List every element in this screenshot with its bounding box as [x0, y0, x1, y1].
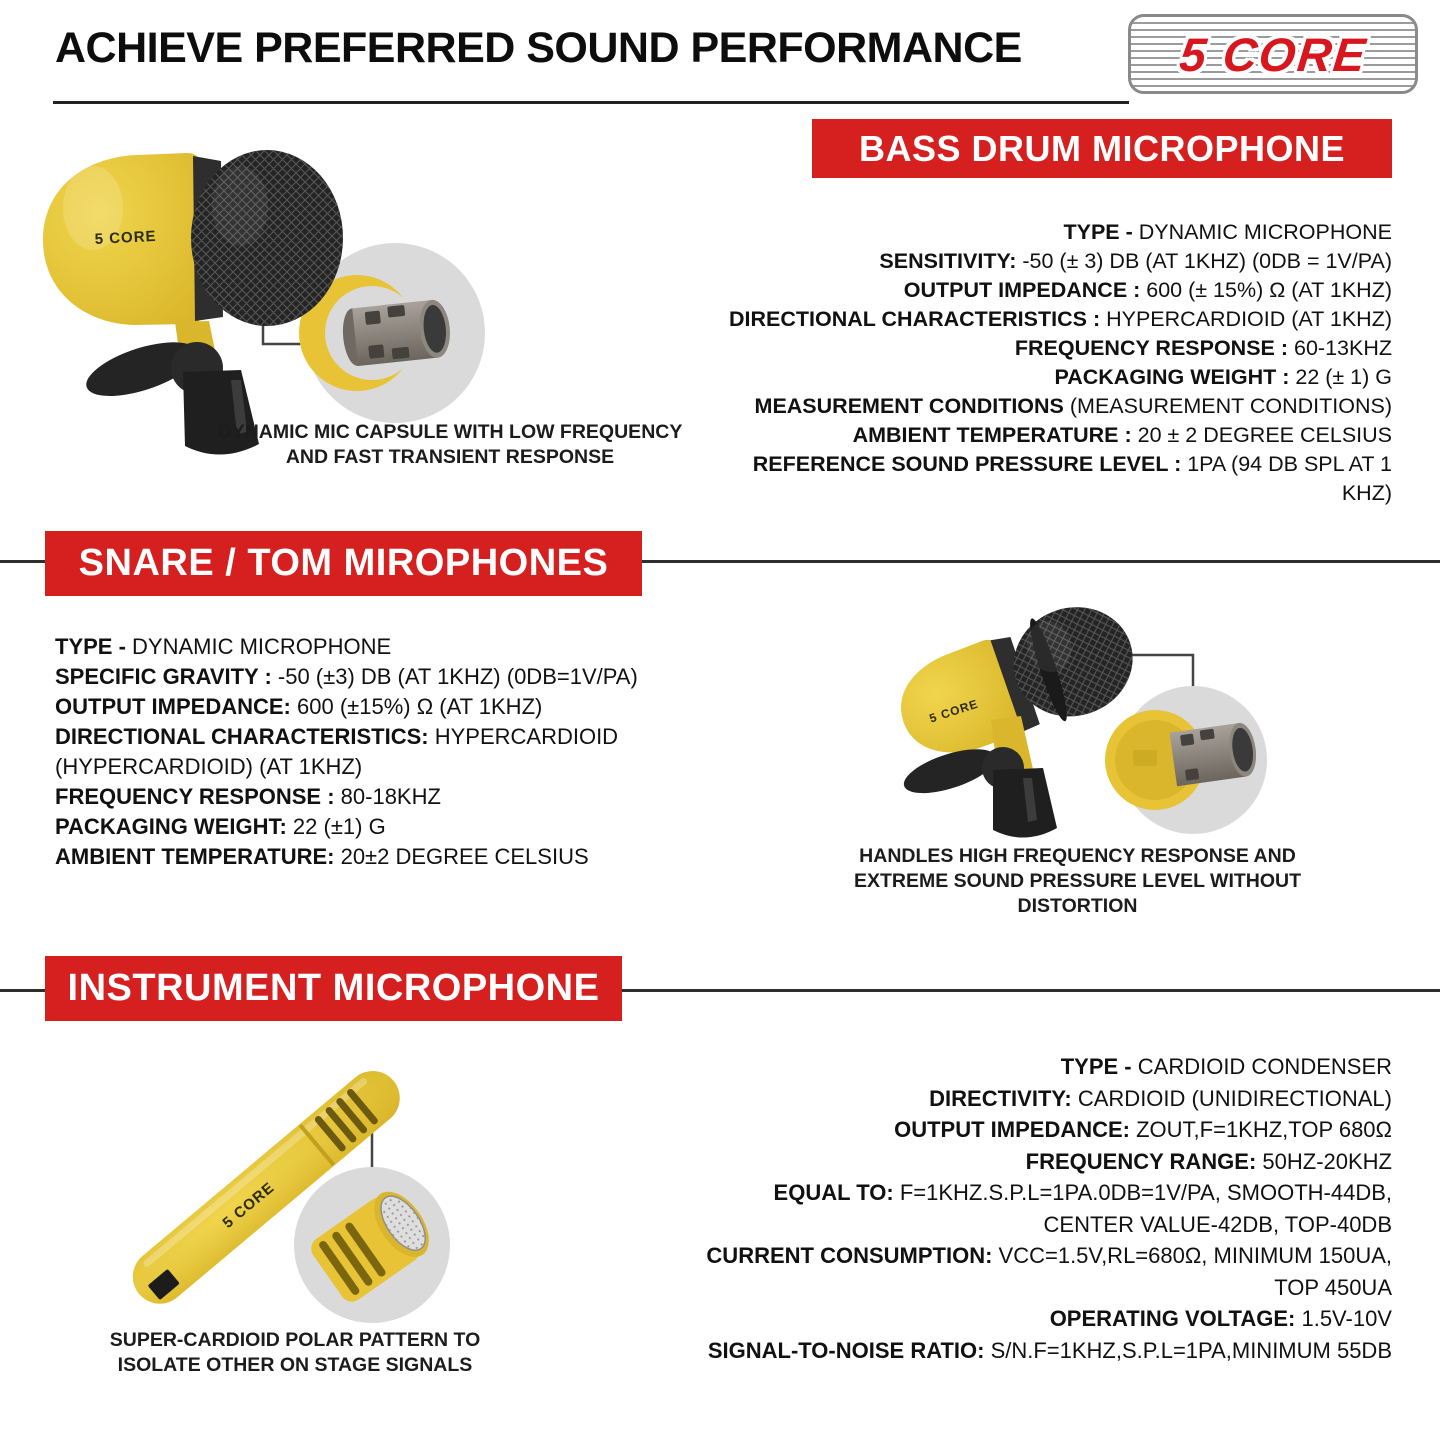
spec-value: 20 ± 2 DEGREE CELSIUS	[1131, 423, 1392, 447]
spec-value: ZOUT,F=1KHZ,TOP 680Ω	[1130, 1117, 1392, 1142]
spec-value: -50 (± 3) DB (AT 1KHZ) (0DB = 1V/PA)	[1016, 249, 1392, 273]
section-banner-bass-drum: BASS DRUM MICROPHONE	[812, 119, 1392, 178]
callout-connector-line	[1127, 655, 1193, 690]
spec-label: FREQUENCY RESPONSE :	[55, 784, 335, 809]
spec-label: DIRECTIONAL CHARACTERISTICS :	[729, 307, 1101, 331]
spec-label: OPERATING VOLTAGE:	[1049, 1306, 1296, 1331]
snare-tom-mic-figure	[845, 600, 1345, 850]
mic-body-logo: 5 CORE	[927, 696, 981, 726]
capsule-callout	[294, 1167, 450, 1323]
spec-value: 600 (± 15%) Ω (AT 1KHZ)	[1140, 278, 1392, 302]
spec-label: TYPE -	[55, 634, 126, 659]
spec-line	[55, 812, 755, 842]
section-banner-snare-tom: SNARE / TOM MIROPHONES	[45, 531, 642, 596]
instrument-spec-list	[692, 1051, 1392, 1366]
spec-value: 22 (± 1) G	[1289, 365, 1392, 389]
instrument-mic-figure	[50, 1030, 630, 1330]
spec-value: F=1KHZ.S.P.L=1PA.0DB=1V/PA, SMOOTH-44DB, CENTER VALUE-42DB, TOP-40DB	[893, 1180, 1392, 1237]
spec-line	[702, 450, 1392, 508]
spec-value: 1.5V-10V	[1295, 1306, 1392, 1331]
mic-capsule	[340, 298, 452, 367]
spec-label: FREQUENCY RANGE:	[1025, 1148, 1257, 1174]
spec-line	[702, 305, 1392, 334]
spec-line	[692, 1303, 1392, 1335]
spec-line	[692, 1240, 1392, 1303]
spec-label: CURRENT CONSUMPTION:	[706, 1243, 993, 1268]
spec-label: PACKAGING WEIGHT :	[1054, 365, 1290, 389]
spec-value: 1PA (94 DB SPL AT 1 KHZ)	[1181, 452, 1392, 505]
instrument-mic-illustration	[50, 1030, 630, 1330]
spec-line	[702, 247, 1392, 276]
spec-label: AMBIENT TEMPERATURE :	[852, 423, 1132, 447]
spec-value: 22 (±1) G	[286, 814, 386, 839]
mic-body-logo: 5 CORE	[219, 1178, 278, 1232]
spec-label: DIRECTIONAL CHARACTERISTICS:	[55, 724, 429, 749]
spec-line	[55, 842, 755, 872]
spec-value: (MEASUREMENT CONDITIONS)	[1063, 394, 1392, 418]
spec-value: HYPERCARDIOID (HYPERCARDIOID) (AT 1KHZ)	[55, 724, 619, 779]
spec-value: VCC=1.5V,RL=680Ω, MINIMUM 150UA, TOP 450UA	[992, 1243, 1392, 1300]
spec-line	[55, 722, 755, 782]
spec-line	[702, 276, 1392, 305]
spec-line	[702, 392, 1392, 421]
spec-value: CARDIOID (UNIDIRECTIONAL)	[1071, 1085, 1392, 1111]
spec-value: HYPERCARDIOID (AT 1KHZ)	[1100, 307, 1392, 331]
spec-label: REFERENCE SOUND PRESSURE LEVEL :	[752, 452, 1182, 476]
spec-label: AMBIENT TEMPERATURE:	[55, 844, 335, 869]
snare-tom-spec-list	[55, 632, 755, 872]
spec-line	[702, 334, 1392, 363]
instrument-caption: SUPER-CARDIOID POLAR PATTERN TO ISOLATE OTHER ON STAGE SIGNALS	[109, 1329, 481, 1376]
spec-label: OUTPUT IMPEDANCE:	[55, 694, 291, 719]
brand-logo	[1128, 14, 1418, 94]
spec-value: S/N.F=1KHZ,S.P.L=1PA,MINIMUM 55DB	[984, 1337, 1392, 1363]
spec-value: 80-18KHZ	[334, 784, 441, 809]
spec-line	[692, 1114, 1392, 1146]
spec-line	[702, 421, 1392, 450]
spec-line	[55, 782, 755, 812]
spec-line	[55, 662, 755, 692]
section-banner-instrument: INSTRUMENT MICROPHONE	[45, 956, 622, 1021]
snare-tom-mic-illustration	[845, 600, 1345, 850]
spec-line	[55, 632, 755, 662]
spec-line	[692, 1146, 1392, 1178]
spec-line	[692, 1177, 1392, 1240]
snare-tom-mic	[885, 600, 1147, 838]
spec-label: TYPE -	[1063, 220, 1133, 244]
bass-drum-mic	[43, 150, 343, 455]
spec-label: TYPE -	[1060, 1054, 1132, 1079]
spec-value: 50HZ-20KHZ	[1256, 1148, 1392, 1174]
snare-tom-caption: HANDLES HIGH FREQUENCY RESPONSE AND EXTREME SOUND PRESSURE LEVEL WITHOUT DISTORTION	[853, 845, 1302, 917]
spec-value: 20±2 DEGREE CELSIUS	[334, 844, 589, 869]
bass-drum-caption: DYNAMIC MIC CAPSULE WITH LOW FREQUENCY AND FAST TRANSIENT RESPONSE	[217, 421, 683, 468]
spec-label: MEASUREMENT CONDITIONS	[754, 394, 1064, 418]
spec-line	[692, 1335, 1392, 1367]
spec-value: 600 (±15%) Ω (AT 1KHZ)	[290, 694, 543, 719]
spec-line	[702, 218, 1392, 247]
spec-label: FREQUENCY RESPONSE :	[1014, 336, 1289, 360]
title-underline	[53, 101, 1129, 104]
page-title: ACHIEVE PREFERRED SOUND PERFORMANCE	[55, 24, 1022, 72]
mic-body-logo: 5 CORE	[94, 227, 157, 248]
capsule-callout	[1105, 686, 1267, 834]
spec-label: SENSITIVITY:	[879, 249, 1017, 273]
spec-label: EQUAL TO:	[773, 1180, 894, 1205]
spec-line	[702, 363, 1392, 392]
spec-label: OUTPUT IMPEDANCE :	[903, 278, 1141, 302]
brand-logo-text: 5 CORE	[1176, 27, 1370, 81]
spec-label: SPECIFIC GRAVITY :	[55, 664, 272, 689]
spec-value: CARDIOID CONDENSER	[1131, 1054, 1392, 1079]
spec-line	[692, 1051, 1392, 1083]
spec-value: DYNAMIC MICROPHONE	[1132, 220, 1392, 244]
spec-line	[692, 1083, 1392, 1115]
spec-label: PACKAGING WEIGHT:	[55, 814, 287, 839]
spec-value: 60-13KHZ	[1288, 336, 1392, 360]
spec-value: -50 (±3) DB (AT 1KHZ) (0DB=1V/PA)	[271, 664, 638, 689]
spec-line	[55, 692, 755, 722]
spec-label: SIGNAL-TO-NOISE RATIO:	[707, 1337, 985, 1363]
bass-drum-spec-list	[702, 218, 1392, 508]
spec-label: OUTPUT IMPEDANCE:	[894, 1117, 1130, 1142]
mic-capsule	[1170, 721, 1260, 786]
spec-label: DIRECTIVITY:	[929, 1085, 1072, 1111]
spec-value: DYNAMIC MICROPHONE	[125, 634, 392, 659]
